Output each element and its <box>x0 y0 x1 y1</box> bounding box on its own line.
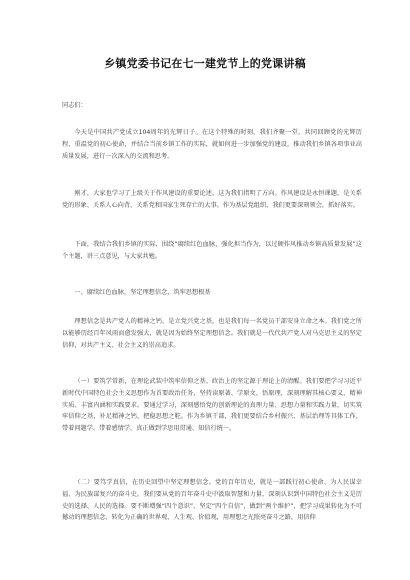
greeting: 同志们： <box>62 102 87 109</box>
paragraph-subsection-1: （一）要筑学常新，在理论武装中筑牢信仰之基。政治上的坚定源于理论上的清醒。我们要把学习习近平新时代中国特色社会主义思想作为首要政治任务，坚持读原著、学原文、悟原理，深刻理解其核心要义、精神实质、丰富内涵和实践要求。要通过学习，深刻感悟党的创新理论的真理力量、思想力量和实践力量，切实筑牢信仰之基，补足精神之钙，把稳思想之舵。作为乡镇干部，我们更要结合乡村振兴、基层治理等具体工作，带着问题学、带着感情学，真正做到学思用贯通、知信行统一。 <box>62 378 362 433</box>
paragraph-subsection-2: （二）要笃学真信，在历史回望中坚定理想信念。党的百年历史，就是一部践行初心使命、为人民谋幸福、为民族谋复兴的奋斗史。我们要从党的百年奋斗史中汲取智慧和力量，深刻认识到中国特色社会主义是历史的选择、人民的选择。要不断增强“四个意识”，坚定“四个自信”，做到“两个维护”，把学习成果转化为不可撼动的理想信念，转化为正确的世界观、人生观、价值观，用理想之光照亮奋斗之路，用信仰 <box>62 479 362 522</box>
section-heading-1: 一、赓续红色血脉，坚定理想信念，筑牢思想根基 <box>74 289 211 296</box>
paragraph-theme: 下面，我结合我们乡镇的实际，围绕“赓续红色血脉，强化担当作为，以过硬作风推动乡镇高质量发展”这个主题，讲三点意见，与大家共勉。 <box>62 241 362 260</box>
paragraph-ideals: 理想信念是共产党人的精神之钙，是立党兴党之基，也是我们每一名党员干部安身立命之本。我们党之所以能够历经百年风雨而愈发强大，就是因为始终坚定理想信念。我们就是一代代共产党人对马克思主义的坚定信仰，对共产主义、社会主义的崇高追求。 <box>62 318 362 349</box>
document-title: 乡镇党委书记在七一建党节上的党课讲稿 <box>104 57 306 70</box>
paragraph-intro: 今天是中国共产党成立104周年的光辉日子。在这个特殊的时刻，我们齐聚一堂，共同回顾党的光辉历程，重温党的初心使命，并结合当前乡镇工作的实际，就如何进一步加强党的建设，推动我们乡镇各项事业高质量发展，进行一次深入的交流和思考。 <box>62 129 362 160</box>
paragraph-style-building: 刚才，大家也学习了上级关于作风建设的重要论述，这为我们指明了方向。作风建设是永恒课题，是关系党的形象、关系人心向背、关系党和国家生死存亡的大事。作为基层党组织，我们更要深刻领会，抓好落实。 <box>62 190 362 209</box>
